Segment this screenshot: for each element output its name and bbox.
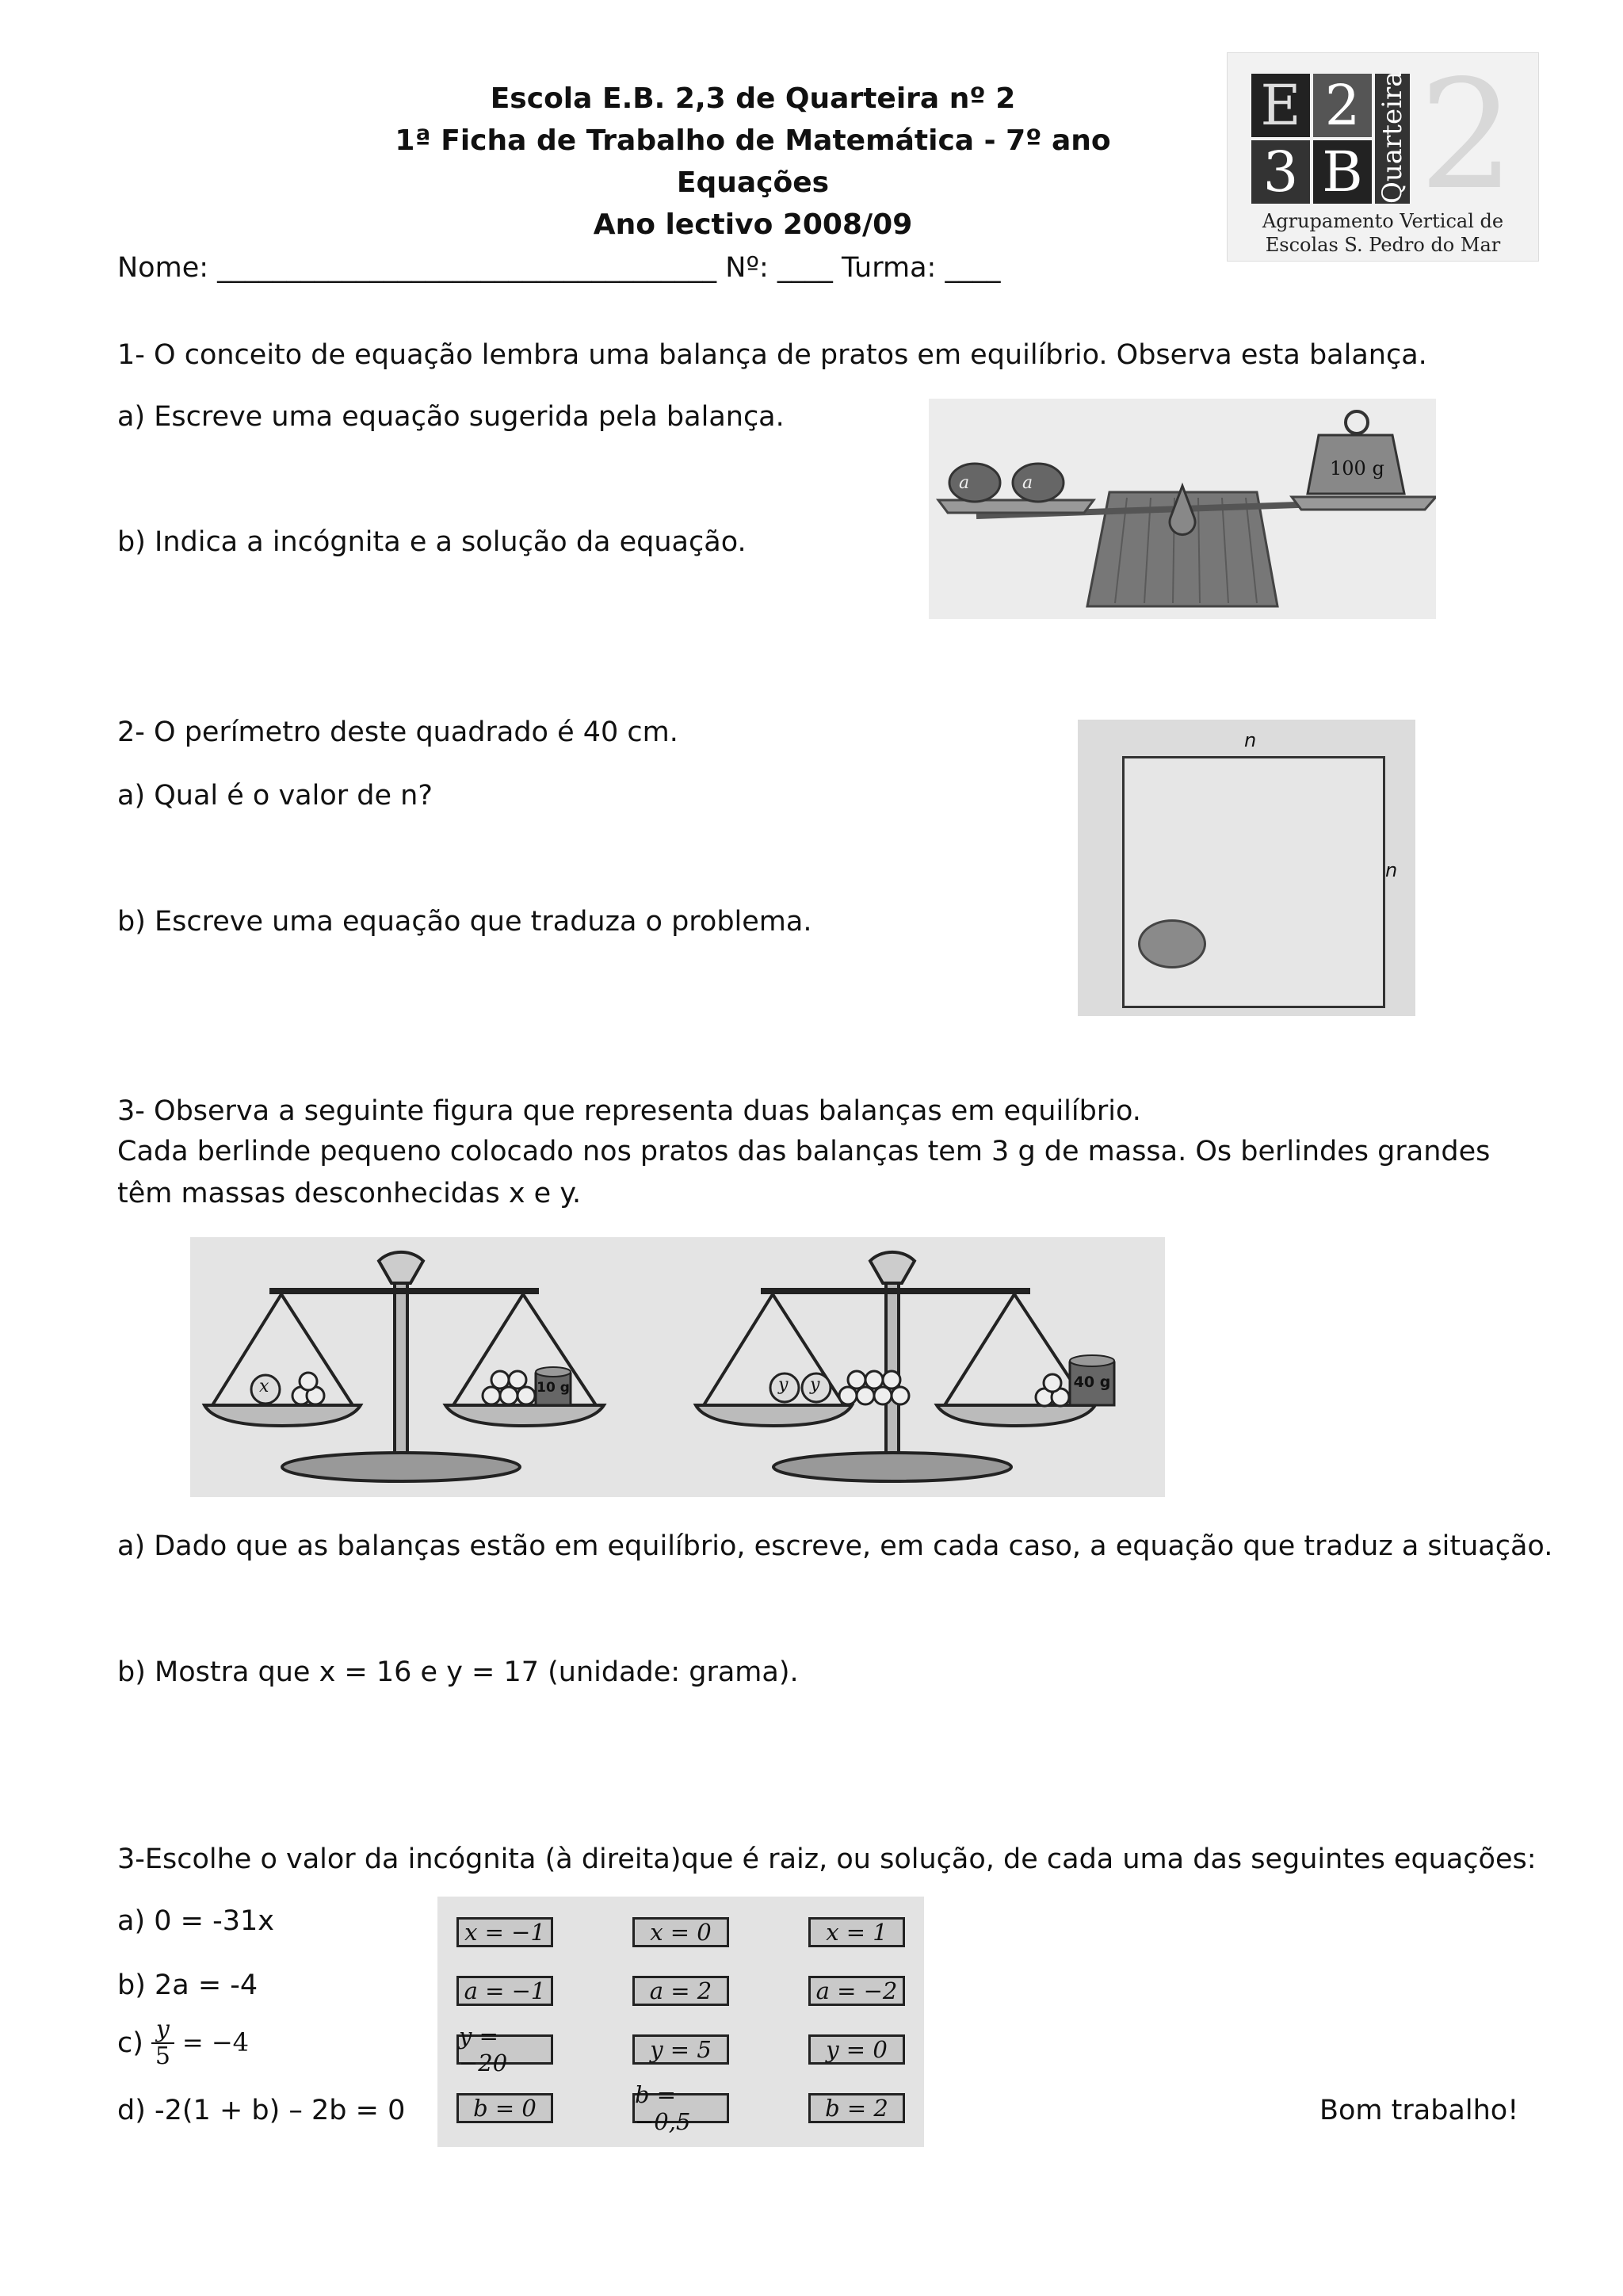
choice-b-neg05[interactable]: b = −0,5	[632, 2093, 729, 2123]
q1-part-a: a) Escreve uma equação sugerida pela balança.	[117, 401, 785, 433]
fruit-label-1: a	[959, 473, 970, 493]
balance-scale-icon	[929, 399, 1436, 619]
logo-vertical-text: Quarteira	[1377, 71, 1408, 204]
closing-message: Bom trabalho!	[1319, 2095, 1519, 2126]
scale1-marble-label: x	[259, 1377, 269, 1396]
school-year: Ano lectivo 2008/09	[593, 208, 913, 241]
q2-part-b: b) Escreve uma equação que traduza o problema.	[117, 906, 812, 938]
topic-title: Equações	[676, 166, 830, 199]
q4-part-d: d) -2(1 + b) – 2b = 0	[117, 2095, 406, 2126]
q4-part-c-rhs: = −4	[181, 2027, 250, 2058]
choice-x-0[interactable]: x = 0	[632, 1917, 729, 1947]
fraction-numerator: y	[151, 2017, 174, 2044]
fruit-label-2: a	[1022, 473, 1033, 493]
logo-caption-2: Escolas S. Pedro do Mar	[1265, 234, 1501, 256]
square-shape	[1122, 756, 1385, 1008]
choice-b-2[interactable]: b = 2	[808, 2093, 905, 2123]
choice-y-0[interactable]: y = 0	[808, 2034, 905, 2065]
choice-a-neg2[interactable]: a = −2	[808, 1976, 905, 2006]
q4-part-b: b) 2a = -4	[117, 1969, 258, 2001]
q1-intro: 1- O conceito de equação lembra uma balança de pratos em equilíbrio. Observa esta balança.	[117, 339, 1427, 371]
fraction-denominator: 5	[155, 2042, 170, 2070]
square-figure	[1078, 720, 1415, 1016]
scale2-marble-label-2: y	[810, 1375, 820, 1395]
scale1-weight-label: 10 g	[537, 1380, 570, 1396]
scale2-marble-label-1: y	[778, 1375, 789, 1395]
q3-line-3: têm massas desconhecidas x e y.	[117, 1178, 582, 1209]
two-balances-icon	[190, 1237, 1165, 1497]
sheet-title: 1ª Ficha de Trabalho de Matemática - 7º ano	[395, 124, 1111, 157]
top-side-label: n	[1244, 729, 1257, 751]
logo-caption-1: Agrupamento Vertical de	[1262, 210, 1504, 232]
weight-label: 100 g	[1330, 457, 1384, 479]
choice-y-5[interactable]: y = 5	[632, 2034, 729, 2065]
q4-part-a: a) 0 = -31x	[117, 1905, 274, 1937]
q3-part-a: a) Dado que as balanças estão em equilíbrio, escreve, em cada caso, a equação que traduz a situação.	[117, 1530, 1553, 1562]
q4-part-c-prefix: c)	[117, 2027, 143, 2059]
choice-a-neg1[interactable]: a = −1	[456, 1976, 553, 2006]
student-info-line: Nome: ____________________________________ Nº: ____ Turma: ____	[117, 252, 1001, 284]
q2-part-a: a) Qual é o valor de n?	[117, 780, 433, 812]
q2-intro: 2- O perímetro deste quadrado é 40 cm.	[117, 716, 678, 748]
fraction	[151, 2017, 174, 2069]
choice-x-1[interactable]: x = 1	[808, 1917, 905, 1947]
logo-digit-2: 2	[1313, 74, 1372, 137]
logo-letter-e: E	[1251, 74, 1310, 137]
balance-scale-figure	[929, 399, 1436, 619]
choice-y-neg20[interactable]: y = −20	[456, 2034, 553, 2065]
choice-x-neg1[interactable]: x = −1	[456, 1917, 553, 1947]
pie-icon	[1138, 919, 1206, 968]
right-side-label: n	[1385, 859, 1398, 881]
logo-big-digit: 2	[1419, 48, 1515, 223]
scale2-weight-label: 40 g	[1073, 1373, 1111, 1391]
logo-letter-b: B	[1313, 140, 1372, 204]
q1-part-b: b) Indica a incógnita e a solução da equação.	[117, 526, 747, 558]
q3-part-b: b) Mostra que x = 16 e y = 17 (unidade: grama).	[117, 1656, 799, 1688]
choice-b-0[interactable]: b = 0	[456, 2093, 553, 2123]
two-balances-figure	[190, 1237, 1165, 1497]
school-logo	[1227, 48, 1539, 262]
q3-line-2: Cada berlinde pequeno colocado nos pratos das balanças tem 3 g de massa. Os berlindes grandes	[117, 1136, 1491, 1167]
logo-digit-3: 3	[1251, 140, 1310, 204]
school-name: Escola E.B. 2,3 de Quarteira nº 2	[490, 82, 1016, 115]
q4-intro: 3-Escolhe o valor da incógnita (à direita)que é raiz, ou solução, de cada uma das seguintes equações:	[117, 1843, 1537, 1875]
answer-choices-panel	[437, 1897, 924, 2147]
q4-part-c	[117, 2017, 249, 2069]
q3-intro: 3- Observa a seguinte figura que representa duas balanças em equilíbrio.	[117, 1095, 1141, 1127]
choice-a-2[interactable]: a = 2	[632, 1976, 729, 2006]
